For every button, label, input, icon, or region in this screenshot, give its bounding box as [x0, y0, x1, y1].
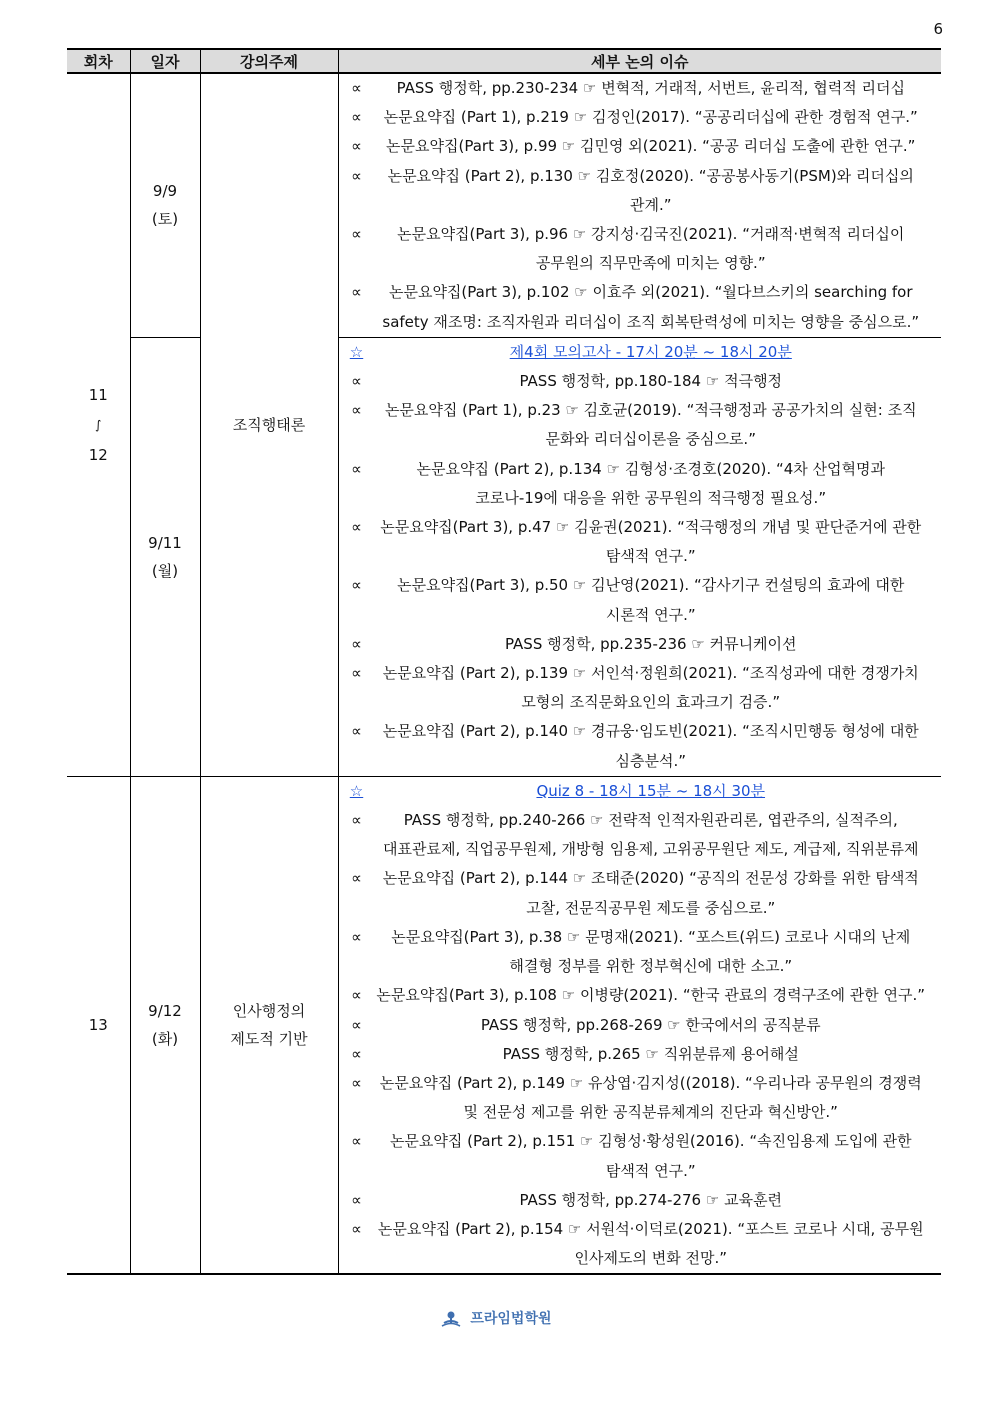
issues-cell [338, 776, 941, 1274]
issues-cell [338, 337, 941, 776]
proportional-bullet-icon: ∝ [351, 1132, 362, 1151]
list-item [339, 1040, 942, 1069]
date-day: 9/9 [152, 182, 178, 201]
item-line: safety 재조명: 조직자원과 리더십이 조직 회복탄력성에 미치는 영향을 중심으로.” [382, 312, 920, 331]
item-line: 코로나-19에 대응을 위한 공무원의 적극행정 필요성.” [475, 488, 827, 507]
list-item [339, 1186, 942, 1215]
table-header-row [67, 49, 941, 73]
session-cell-11-12 [67, 73, 130, 776]
item-line: PASS 행정학, pp.235-236 ☞ 커뮤니케이션 [504, 634, 797, 653]
proportional-bullet-icon: ∝ [351, 1015, 362, 1034]
session-range-mark: ∫ [95, 417, 102, 432]
session-number: 13 [88, 1016, 108, 1035]
list-item [339, 864, 942, 922]
proportional-bullet-icon: ∝ [351, 869, 362, 888]
proportional-bullet-icon: ∝ [351, 225, 362, 244]
session-from: 11 [88, 385, 108, 404]
item-line: 관계.” [629, 195, 672, 214]
date-cell [130, 73, 200, 337]
star-bullet-icon: ☆ [349, 342, 364, 361]
item-text [367, 455, 936, 513]
item-line: 탐색적 연구.” [605, 547, 696, 566]
date-cell [130, 776, 200, 1274]
footer-brand-text: 프라임법학원 [470, 1311, 552, 1327]
list-item [339, 103, 942, 132]
session-cell-13 [67, 776, 130, 1274]
item-line: PASS 행정학, pp.268-269 ☞ 한국에서의 공직분류 [480, 1015, 821, 1034]
item-list [339, 74, 942, 337]
item-line: PASS 행정학, pp.230-234 ☞ 변혁적, 거래적, 서번트, 윤리적, 협력적 리더십 [396, 79, 905, 97]
proportional-bullet-icon: ∝ [351, 664, 362, 683]
list-item [339, 220, 942, 278]
proportional-bullet-icon: ∝ [351, 108, 362, 127]
list-item [339, 162, 942, 220]
academy-logo-icon [440, 1310, 462, 1328]
list-item [339, 1127, 942, 1185]
session-to: 12 [88, 445, 108, 464]
header-session: 회차 [67, 49, 130, 73]
date-weekday: (월) [151, 561, 179, 580]
list-item [339, 513, 942, 571]
item-line: 논문요약집 (Part 2), p.139 ☞ 서인석·정원희(2021). “조직성과에 대한 경쟁가치 [382, 664, 919, 683]
notice-text: 제4회 모의고사 - 17시 20분 ~ 18시 20분 [509, 342, 792, 361]
item-line: 논문요약집 (Part 2), p.144 ☞ 조태준(2020) “공직의 전문성 강화를 위한 탐색적 [382, 869, 919, 888]
list-item [339, 367, 942, 396]
date-cell [130, 337, 200, 776]
item-list [339, 806, 942, 1273]
list-item [339, 659, 942, 717]
proportional-bullet-icon: ∝ [351, 986, 362, 1005]
list-item [339, 455, 942, 513]
proportional-bullet-icon: ∝ [351, 1073, 362, 1092]
item-line: 논문요약집 (Part 2), p.151 ☞ 김형성·황성원(2016). “속진임용제 도입에 관한 [389, 1132, 912, 1151]
item-line: 논문요약집(Part 3), p.50 ☞ 김난영(2021). “감사기구 컨설팅의 효과에 대한 [397, 576, 905, 595]
item-line: 논문요약집(Part 3), p.38 ☞ 문명재(2021). “포스트(위드) 코로나 시대의 난제 [391, 927, 911, 946]
item-text [367, 630, 936, 659]
item-line: 고찰, 전문직공무원 제도를 중심으로.” [526, 898, 776, 917]
topic-line: 인사행정의 [232, 1002, 306, 1021]
list-item [339, 981, 942, 1010]
table-row [67, 776, 941, 1274]
item-text [367, 513, 936, 571]
item-line: 심층분석.” [615, 751, 686, 770]
item-line: 논문요약집(Part 3), p.99 ☞ 김민영 외(2021). “공공 리더십 도출에 관한 연구.” [386, 137, 916, 156]
item-line: 논문요약집 (Part 2), p.130 ☞ 김호정(2020). “공공봉사동기(PSM)와 리더십의 [387, 166, 914, 185]
item-text [367, 717, 936, 775]
proportional-bullet-icon: ∝ [351, 722, 362, 741]
item-text [367, 1069, 936, 1127]
topic-line: 제도적 기반 [230, 1030, 308, 1049]
list-item [339, 278, 942, 336]
proportional-bullet-icon: ∝ [351, 283, 362, 302]
list-item [339, 132, 942, 161]
item-text [367, 367, 936, 396]
proportional-bullet-icon: ∝ [351, 372, 362, 391]
table-row [67, 337, 941, 776]
proportional-bullet-icon: ∝ [351, 79, 362, 97]
list-item [339, 923, 942, 981]
exam-notice [339, 338, 942, 367]
list-item [339, 1011, 942, 1040]
item-line: 논문요약집 (Part 1), p.219 ☞ 김정인(2017). “공공리더십에 관한 경험적 연구.” [383, 108, 918, 127]
list-item [339, 806, 942, 864]
item-line: 공무원의 직무만족에 미치는 영향.” [535, 254, 766, 273]
item-text [367, 571, 936, 629]
issues-cell [338, 73, 941, 337]
item-line: 논문요약집 (Part 2), p.149 ☞ 유상엽·김지성((2018). “우리나라 공무원의 경쟁력 [379, 1073, 922, 1092]
item-line: 논문요약집 (Part 2), p.140 ☞ 경규웅·임도빈(2021). “조직시민행동 형성에 대한 [382, 722, 919, 741]
item-line: 인사제도의 변화 전망.” [574, 1249, 727, 1268]
item-text [367, 396, 936, 454]
item-line: 논문요약집(Part 3), p.96 ☞ 강지성·김국진(2021). “거래적·변혁적 리더십이 [397, 225, 905, 244]
list-item [339, 630, 942, 659]
item-line: 해결형 정부를 위한 정부혁신에 대한 소고.” [509, 957, 793, 976]
header-date: 일자 [130, 49, 200, 73]
item-line: PASS 행정학, p.265 ☞ 직위분류제 용어해설 [502, 1044, 799, 1063]
item-line: 대표관료제, 직업공무원제, 개방형 임용제, 고위공무원단 제도, 계급제, 직위분류제 [383, 840, 919, 859]
item-line: 논문요약집(Part 3), p.47 ☞ 김윤권(2021). “적극행정의 개념 및 판단준거에 관한 [380, 518, 922, 537]
proportional-bullet-icon: ∝ [351, 576, 362, 595]
item-line: 논문요약집 (Part 2), p.134 ☞ 김형성·조경호(2020). “4차 산업혁명과 [416, 459, 885, 478]
item-line: PASS 행정학, pp.274-276 ☞ 교육훈련 [519, 1190, 783, 1209]
item-text [367, 659, 936, 717]
quiz-notice [339, 777, 942, 806]
list-item [339, 717, 942, 775]
item-text [367, 806, 936, 864]
proportional-bullet-icon: ∝ [351, 1219, 362, 1238]
syllabus-table [67, 48, 941, 1275]
item-line: 문화와 리더십이론을 중심으로.” [545, 430, 756, 449]
date-day: 9/12 [148, 1002, 182, 1021]
notice-text: Quiz 8 - 18시 15분 ~ 18시 30분 [536, 781, 766, 800]
item-text [367, 1215, 936, 1273]
item-line: 모형의 조직문화요인의 효과크기 검증.” [521, 693, 781, 712]
proportional-bullet-icon: ∝ [351, 1190, 362, 1209]
item-line: 시론적 연구.” [605, 605, 696, 624]
proportional-bullet-icon: ∝ [351, 1044, 362, 1063]
list-item [339, 571, 942, 629]
header-topic: 강의주제 [200, 49, 338, 73]
proportional-bullet-icon: ∝ [351, 811, 362, 830]
item-text [367, 1186, 936, 1215]
topic-cell [200, 776, 338, 1274]
proportional-bullet-icon: ∝ [351, 927, 362, 946]
item-text [367, 278, 936, 336]
proportional-bullet-icon: ∝ [351, 518, 362, 537]
item-text [367, 864, 936, 922]
item-text [367, 1040, 936, 1069]
date-weekday: (토) [151, 210, 179, 229]
date-day: 9/11 [148, 533, 182, 552]
item-line: 논문요약집 (Part 1), p.23 ☞ 김호균(2019). “적극행정과 공공가치의 실현: 조직 [384, 401, 917, 420]
item-line: PASS 행정학, pp.240-266 ☞ 전략적 인적자원관리론, 엽관주의, 실적주의, [403, 811, 898, 830]
page-number: 6 [933, 20, 943, 38]
list-item [339, 1215, 942, 1273]
topic-cell [200, 73, 338, 776]
proportional-bullet-icon: ∝ [351, 137, 362, 156]
item-text [367, 1127, 936, 1185]
proportional-bullet-icon: ∝ [351, 634, 362, 653]
item-line: 및 전문성 제고를 위한 공직분류체계의 진단과 혁신방안.” [463, 1103, 838, 1122]
item-text [367, 103, 936, 132]
item-line: 논문요약집(Part 3), p.108 ☞ 이병량(2021). “한국 관료의 경력구조에 관한 연구.” [376, 986, 926, 1005]
topic-text: 조직행태론 [232, 416, 306, 435]
item-text [367, 162, 936, 220]
item-text [367, 981, 936, 1010]
item-list [339, 367, 942, 776]
item-text [367, 923, 936, 981]
item-line: PASS 행정학, pp.180-184 ☞ 적극행정 [519, 372, 783, 391]
star-bullet-icon: ☆ [349, 781, 364, 800]
item-line: 탐색적 연구.” [605, 1161, 696, 1180]
proportional-bullet-icon: ∝ [351, 166, 362, 185]
proportional-bullet-icon: ∝ [351, 401, 362, 420]
item-text [367, 132, 936, 161]
item-text [367, 220, 936, 278]
table-row [67, 73, 941, 337]
list-item [339, 74, 942, 103]
header-issues: 세부 논의 이슈 [338, 49, 941, 73]
list-item [339, 396, 942, 454]
item-text [367, 1011, 936, 1040]
item-line: 논문요약집 (Part 2), p.154 ☞ 서원석·이덕로(2021). “포스트 코로나 시대, 공무원 [377, 1219, 924, 1238]
item-text [367, 74, 936, 103]
proportional-bullet-icon: ∝ [351, 459, 362, 478]
item-line: 논문요약집(Part 3), p.102 ☞ 이효주 외(2021). “월다브스키의 searching for [388, 283, 913, 302]
list-item [339, 1069, 942, 1127]
footer-brand [0, 1308, 992, 1328]
date-weekday: (화) [151, 1030, 179, 1049]
